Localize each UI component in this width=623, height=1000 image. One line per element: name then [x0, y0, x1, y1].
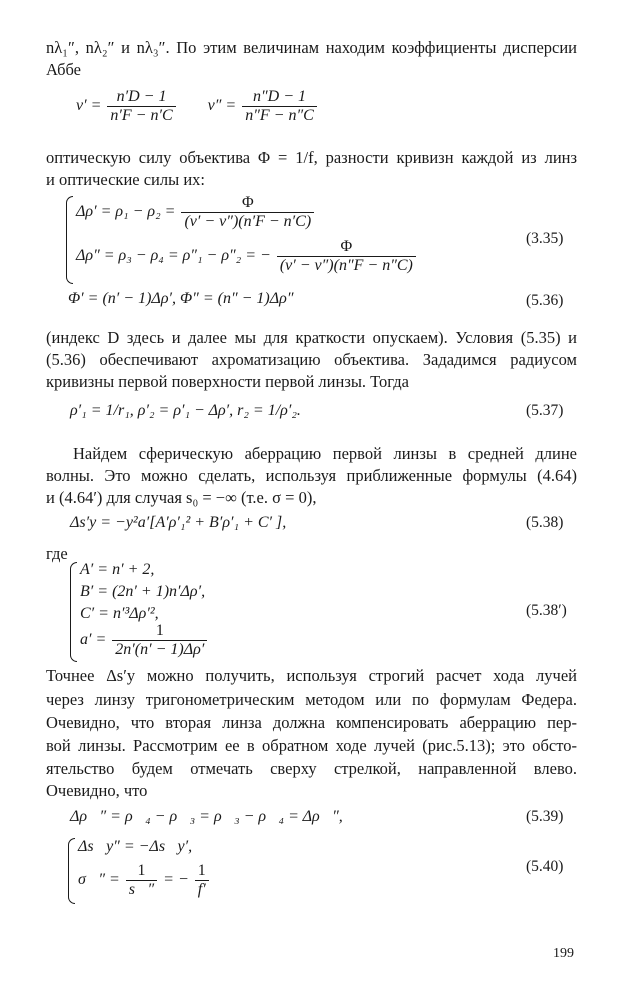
- text-line: и (4.64′) для случая s₀ = −∞ (т.е. σ = 0),: [46, 488, 317, 507]
- system-brace: [68, 838, 75, 904]
- equation-number: (5.38): [526, 514, 564, 531]
- eq-lhs: Δρ′ = ρ₁ − ρ₂ =: [76, 203, 176, 221]
- fraction: [107, 88, 175, 125]
- text-line: ятельство будем отмечать сверху стрелкой, направленной влево.: [46, 759, 577, 778]
- numerator: Φ: [241, 194, 254, 211]
- equation-538p-row4: [80, 622, 209, 659]
- text-line: Очевидно, что вторая линза должна компенсировать аберрацию пер-: [46, 713, 577, 732]
- text-line: Аббе: [46, 60, 81, 79]
- eq-lhs: Δρ″ = ρ₃ − ρ₄ = ρ″₁ − ρ″₂ = −: [76, 247, 271, 265]
- text-line: Найдем сферическую аберрацию первой линзы в средней длине: [73, 444, 577, 463]
- eq-operator: = −: [163, 871, 189, 889]
- text-line: вой линзы. Рассмотрим ее в обратном ходе лучей (рис.5.13); это обсто-: [46, 736, 577, 755]
- equation-number: (5.38′): [526, 602, 567, 619]
- denominator: (ν′ − ν″)(n′F − n′C): [181, 212, 314, 231]
- equation-539: Δρ⃖″ = ρ⃖₄ − ρ⃖₃ = ρ⃗₃ − ρ⃗₄ = Δρ⃗″,: [70, 808, 343, 825]
- equation-537: ρ′₁ = 1/r₁, ρ′₂ = ρ′₁ − Δρ′, r₂ = 1/ρ′₂.: [70, 402, 301, 419]
- text-line: и оптические силы их:: [46, 170, 205, 189]
- denominator: n′F − n′C: [107, 106, 175, 125]
- page-number: 199: [553, 946, 574, 961]
- denominator: (ν′ − ν″)(n″F − n″C): [277, 256, 416, 275]
- fraction: [242, 88, 317, 125]
- fraction: [195, 862, 209, 899]
- equation-abbe: [76, 88, 319, 125]
- eq-lhs: σ⃖″ =: [78, 871, 120, 889]
- numerator: Φ: [340, 238, 353, 255]
- equation-538: Δs′y = −y²a′[A′ρ′₁² + B′ρ′₁ + C′ ],: [70, 514, 287, 531]
- equation-538p-row3: C′ = n′³Δρ′²,: [80, 605, 159, 622]
- fraction: [112, 622, 207, 659]
- system-brace: [70, 562, 77, 662]
- equation-540-row1: Δs⃖y″ = −Δs⃗y′,: [78, 838, 193, 855]
- denominator: f′: [195, 880, 209, 899]
- equation-536: Φ′ = (n′ − 1)Δρ′, Φ″ = (n″ − 1)Δρ″: [68, 290, 294, 307]
- equation-number: (5.40): [526, 858, 564, 875]
- text-line: волны. Это можно сделать, используя приближенные формулы (4.64): [46, 466, 577, 485]
- fraction: [126, 862, 157, 899]
- text-line: nλ₁″, nλ₂″ и nλ₃″. По этим величинам находим коэффициенты дисперсии: [46, 38, 577, 57]
- equation-number: (5.36): [526, 292, 564, 309]
- denominator: n″F − n″C: [242, 106, 317, 125]
- text-line: Точнее Δs′y можно получить, используя строгий расчет хода лучей: [46, 666, 577, 685]
- text-line: Очевидно, что: [46, 781, 148, 800]
- equation-540-row2: [78, 862, 211, 899]
- equation-538p-row2: B′ = (2n′ + 1)n′Δρ′,: [80, 583, 206, 600]
- equation-335-row2: [76, 238, 418, 275]
- text-line: кривизны первой поверхности первой линзы. Тогда: [46, 372, 409, 391]
- equation-number: (5.39): [526, 808, 564, 825]
- eq-lhs: ν″ =: [207, 97, 237, 115]
- denominator: s⃖″: [126, 880, 157, 899]
- text-line: (индекс D здесь и далее мы для краткости опускаем). Условия (5.35) и: [46, 328, 577, 347]
- numerator: n′D − 1: [116, 88, 167, 105]
- fraction: [277, 238, 416, 275]
- equation-number: (3.35): [526, 230, 564, 247]
- text-line: через линзу тригонометрическим методом или по формулам Федера.: [46, 690, 577, 709]
- numerator: 1: [155, 622, 164, 639]
- numerator: n″D − 1: [253, 88, 307, 105]
- denominator: 2n′(n′ − 1)Δρ′: [112, 640, 207, 659]
- text-line: оптическую силу объектива Φ = 1/f, разности кривизн каждой из линз: [46, 148, 577, 167]
- equation-335-row1: [76, 194, 316, 231]
- fraction: [181, 194, 314, 231]
- system-brace: [66, 196, 73, 284]
- equation-538p-row1: A′ = n′ + 2,: [80, 561, 155, 578]
- numerator: 1: [197, 862, 206, 879]
- text-line: (5.36) обеспечивают ахроматизацию объектива. Зададимся радиусом: [46, 350, 577, 369]
- eq-lhs: a′ =: [80, 631, 107, 649]
- eq-lhs: ν′ =: [76, 97, 102, 115]
- equation-number: (5.37): [526, 402, 564, 419]
- numerator: 1: [137, 862, 146, 879]
- text-line: где: [46, 544, 68, 563]
